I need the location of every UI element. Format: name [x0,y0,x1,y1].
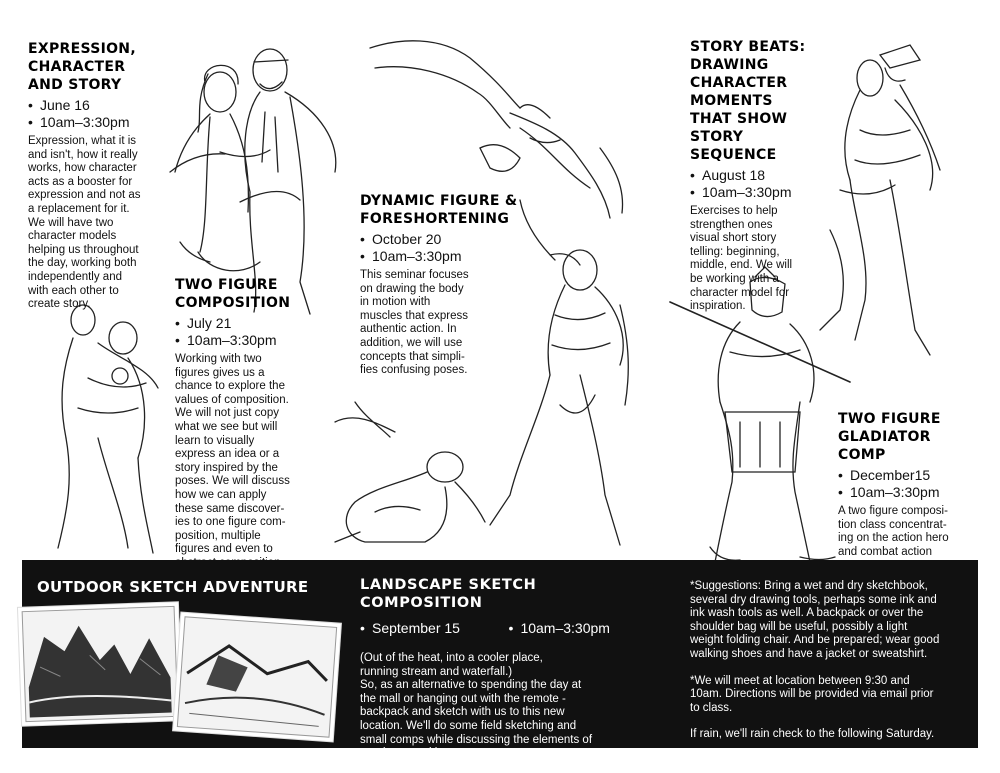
suggestions-text: *Suggestions: Bring a wet and dry sketchbook, several dry drawing tools, perhaps some ink and ink wash tools as well. A backpack or over the shoulder bag will be useful, possibly a light weight folding chair. And be prepared; wear good walking shoes and have a jacket or sweatshirt. [690,580,940,660]
gladiator-time: • 10am–3:30pm [838,484,978,501]
gladiator-schedule [838,467,978,501]
story-beats-time: • 10am–3:30pm [690,184,830,201]
river-landscape-icon [173,613,341,742]
landscape-title: LANDSCAPE SKETCH COMPOSITION [360,577,537,611]
dynamic-date: • October 20 [360,231,520,248]
dynamic-title: DYNAMIC FIGURE & FORESHORTENING [360,193,518,227]
outdoor-title: OUTDOOR SKETCH ADVENTURE [37,578,309,596]
story-beats-date: • August 18 [690,167,830,184]
landscape-description: (Out of the heat, into a cooler place, running stream and waterfall.) So, as an alternative to spending the day at the mall or hanging out with the remote - backpack and sketch with us to this new location. We'll do some field sketching and small comps while discussing the elements of good composition. [360,652,593,760]
story-beats-title: STORY BEATS: DRAWING CHARACTER MOMENTS THAT SHOW STORY SEQUENCE [690,39,806,163]
rock-landscape-icon [18,602,182,726]
expression-title: EXPRESSION, CHARACTER AND STORY [28,41,136,93]
dynamic-schedule [360,231,520,265]
landscape-sketch-photo-1 [18,602,182,726]
meeting-text: *We will meet at location between 9:30 and 10am. Directions will be provided via email prior to class. [690,674,934,714]
landscape-time: • 10am–3:30pm [508,620,610,636]
two-figure-date: • July 21 [175,315,325,332]
crouching-figure-sketch-illustration [325,392,500,552]
dynamic-section [360,192,520,378]
expression-section [28,40,178,312]
landscape-sketch-photo-2 [173,613,341,742]
landscape-schedule [360,620,660,638]
gladiator-date: • December15 [838,467,978,484]
landscape-date: • September 15 [360,620,504,636]
story-beats-description: Exercises to help strengthen ones visual short story telling: beginning, middle, end. We will be working with a character model for inspiration. [690,205,793,313]
expression-schedule [28,97,178,131]
two-figure-section [175,276,325,571]
gladiator-section [838,410,978,573]
gladiator-description: A two figure composi- tion class concentrat- ing on the action hero and combat action [838,505,949,558]
two-figure-time: • 10am–3:30pm [175,332,325,349]
dynamic-description: This seminar focuses on drawing the body in motion with muscles that express authentic action. In addition, we will use concepts that simpli- fies confusing poses. [360,269,469,377]
outdoor-band [22,560,978,760]
dynamic-time: • 10am–3:30pm [360,248,520,265]
two-figure-title: TWO FIGURE COMPOSITION [175,277,291,311]
two-figure-description: Working with two figures gives us a chance to explore the values of composition. We will not just copy what we see but will learn to visually express an idea or a story inspired by the poses. We will discuss how we can apply these same discover- ies to one figure com- position, multiple figures and even to [175,353,290,556]
expression-time: • 10am–3:30pm [28,114,178,131]
story-beats-section [690,38,830,314]
suggestions-section [690,580,975,742]
expression-date: • June 16 [28,97,178,114]
expression-description: Expression, what it is and isn't, how it really works, how character acts as a booster for expression and not as a replacement for it. We will have two character models helping us throughout the day, working both independently and with each other to create story. [28,135,141,311]
story-beats-schedule [690,167,830,201]
gladiator-title: TWO FIGURE GLADIATOR COMP [838,411,941,463]
landscape-section [360,576,660,761]
rain-text: If rain, we'll rain check to the following Saturday. [690,728,935,741]
two-figure-schedule [175,315,325,349]
embracing-figures-sketch-illustration [28,298,178,558]
